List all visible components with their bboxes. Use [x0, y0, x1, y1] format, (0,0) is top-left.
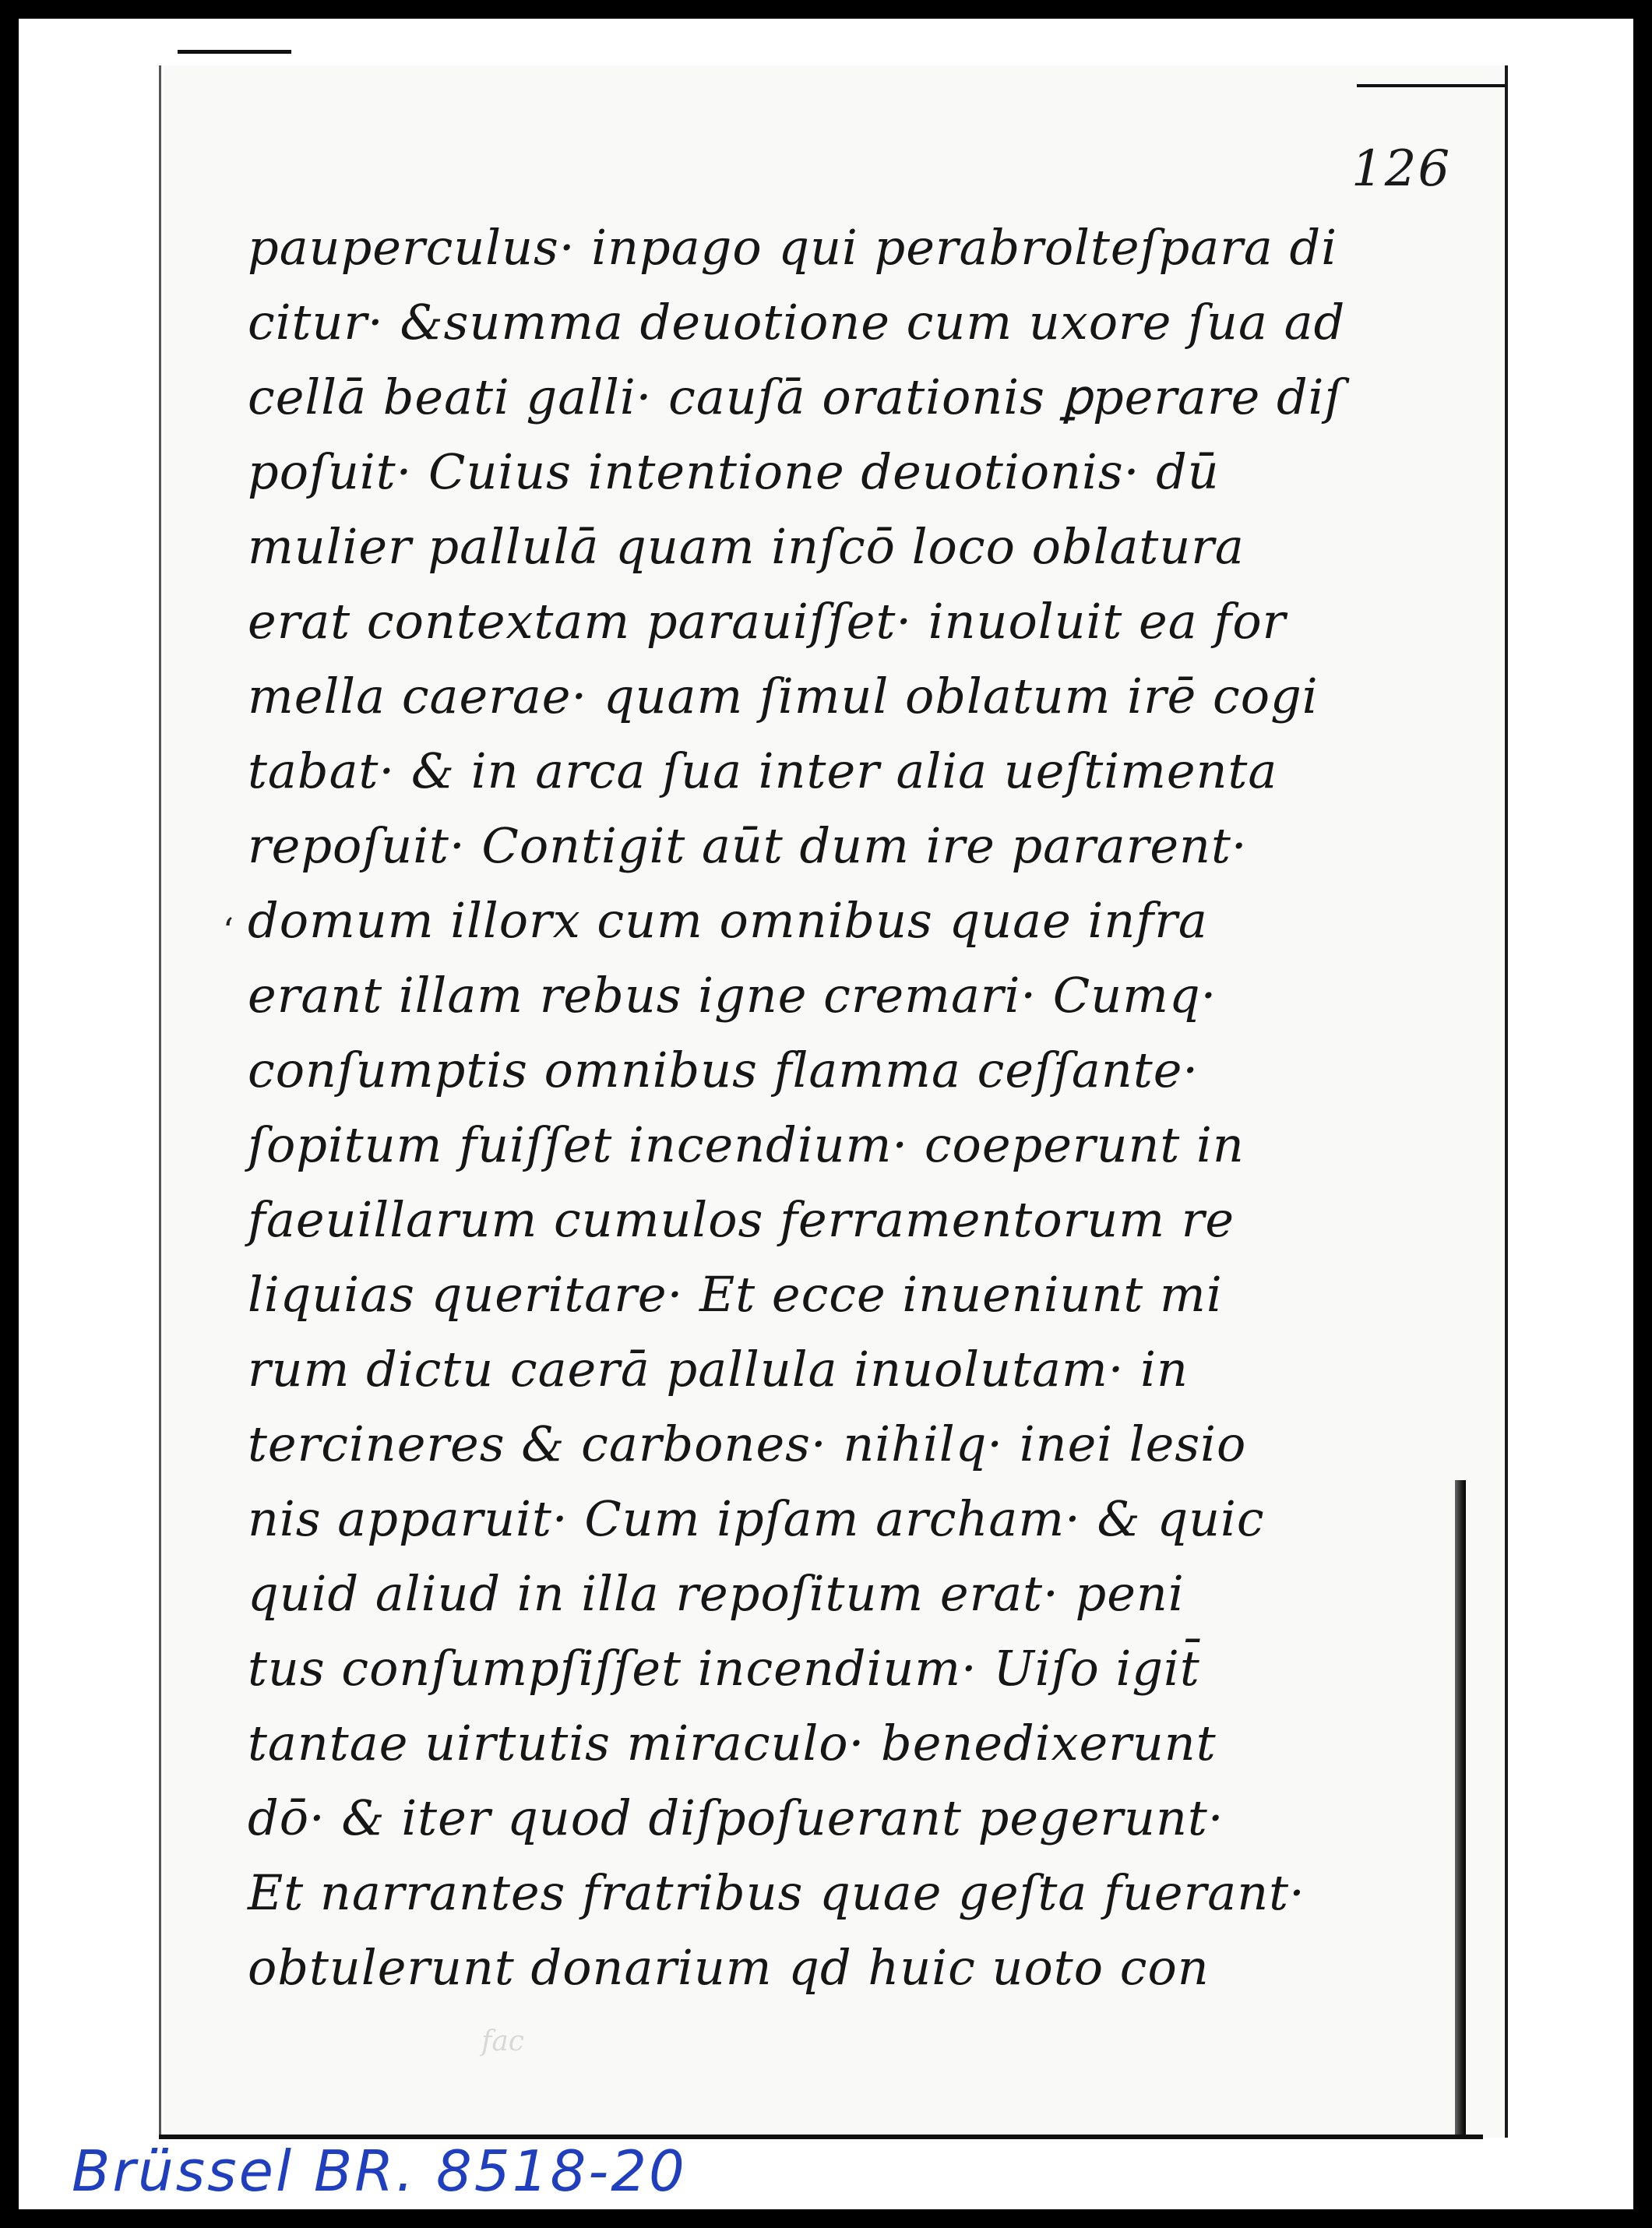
text-line: dō· & iter quod diſpoſuerant pegerunt·	[248, 1789, 1224, 1846]
text-line: erant illam rebus igne cremari· Cumq·	[248, 967, 1217, 1024]
text-line: poſuit· Cuius intentione deuotionis· dū	[248, 443, 1220, 500]
text-line: faeuillarum cumulos ferramentorum re	[248, 1191, 1235, 1248]
top-left-rule	[178, 50, 291, 54]
text-line: rum dictu caerā pallula inuolutam· in	[248, 1341, 1189, 1398]
text-line: repoſuit· Contigit aūt dum ire pararent·	[248, 817, 1248, 874]
text-line: tercineres & carbones· nihilq· inei lesio	[248, 1415, 1247, 1472]
text-line: tantae uirtutis miraculo· benedixerunt	[248, 1715, 1217, 1771]
manuscript-text	[248, 210, 1369, 2005]
text-line: mella caerae· quam ſimul oblatum irē cogi	[248, 668, 1319, 724]
margin-mark: ʻ	[223, 911, 234, 951]
text-line: citur· &summa deuotione cum uxore ſua ad	[248, 294, 1346, 351]
faint-bleed-through-note: fac	[481, 2025, 524, 2057]
text-line: obtulerunt donarium qd huic uoto con	[248, 1939, 1210, 1996]
page-right-shadow	[1455, 1480, 1466, 2135]
folio-number: 126	[1351, 140, 1452, 198]
text-line: nis apparuit· Cum ipſam archam· & quic	[248, 1490, 1265, 1547]
text-line: mulier pallulā quam inſcō loco oblatura	[248, 518, 1245, 575]
text-line: conſumptis omnibus flamma ceſſante·	[248, 1042, 1199, 1098]
text-line: ſopitum fuiſſet incendium· coeperunt in	[248, 1116, 1245, 1173]
text-line: tabat· & in arca ſua inter alia ueſtimenta	[248, 742, 1278, 799]
text-line: erat contextam parauiſſet· inuoluit ea for	[248, 593, 1287, 650]
page-left-edge	[159, 65, 161, 2138]
text-line: liquias queritare· Et ecce inueniunt mi	[248, 1266, 1223, 1323]
text-line: quid aliud in illa repoſitum erat· peni	[248, 1565, 1185, 1622]
library-shelfmark: Brüssel BR. 8518-20	[72, 2138, 687, 2204]
text-line: tus conſumpſiſſet incendium· Uiſo igit̄	[248, 1640, 1200, 1697]
text-line: domum illorx cum omnibus quae infra	[248, 892, 1208, 949]
top-right-rule	[1357, 84, 1505, 87]
text-line: pauperculus· inpago qui perabrolteſpara di	[248, 219, 1338, 276]
text-line: cellā beati galli· cauſā orationis ꝑperare diſ	[248, 368, 1344, 425]
text-line: Et narrantes fratribus quae geſta fuerant·	[248, 1864, 1305, 1921]
